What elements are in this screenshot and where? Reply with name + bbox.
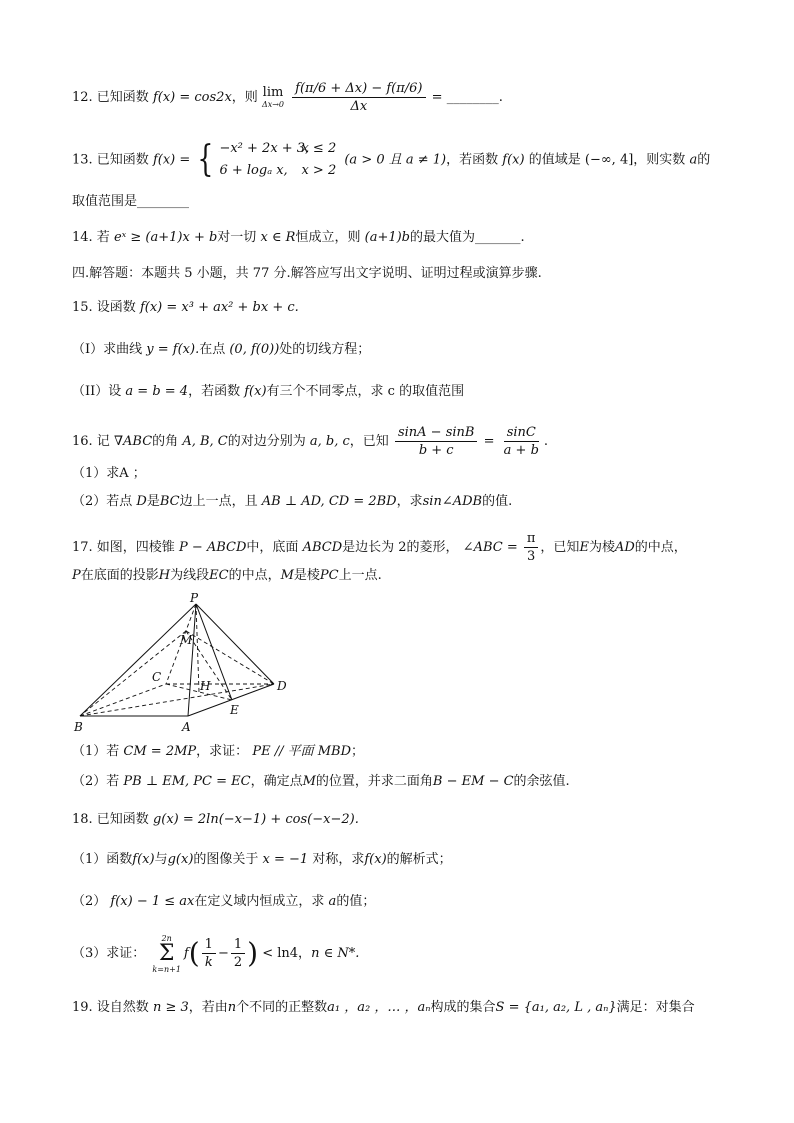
- label-d: D: [277, 679, 287, 693]
- left-paren-icon: (: [188, 936, 200, 970]
- q15-curve: y = f(x).: [146, 342, 200, 357]
- q17-fraction: [524, 530, 539, 565]
- q12-limit: [262, 86, 284, 109]
- q15-line: [72, 298, 734, 318]
- q17-p2-tail: 的余弦值.: [513, 774, 570, 789]
- q17-l2-h: H: [158, 568, 171, 583]
- q16-p2-mid2: 边上一点，且: [179, 494, 258, 509]
- q15-p1-tail: 处的切线方程；: [279, 342, 371, 357]
- sum-lower: k=n+1: [152, 964, 181, 974]
- q18-line: [72, 810, 734, 830]
- q14-expr: (a+1)b: [364, 230, 411, 245]
- q14-mid: 对一切: [217, 230, 257, 245]
- q17-l2-mid: 在底面的投影: [80, 568, 159, 583]
- case1-expr: −x² + 2x + 3,: [219, 141, 310, 156]
- q13-fx: f(x): [502, 152, 525, 168]
- q16-p2-lead: （2）若点: [72, 494, 133, 509]
- q13-line: [72, 138, 734, 182]
- q17-p1-lead: （1）若: [72, 744, 120, 759]
- label-m: M: [180, 633, 193, 647]
- q16-angles: A, B, C: [182, 434, 228, 449]
- q18-p2-tail: 的值；: [336, 894, 376, 909]
- q18-p2-a: a: [328, 894, 337, 909]
- q12-function: f(x) = cos2x: [152, 90, 232, 105]
- q17-mid: 中，底面: [246, 540, 299, 555]
- q15-lead: 15. 设函数: [72, 300, 136, 315]
- q18-p2-lead: （2）: [72, 894, 107, 909]
- q13-line2: [72, 192, 734, 212]
- q17-base: ABCD: [302, 540, 343, 555]
- q13-condition: (a > 0 且 a ≠ 1): [344, 152, 447, 168]
- q17-l2-p: P: [72, 568, 81, 583]
- edge-bc-dashed: [80, 684, 166, 716]
- q17-part1: [72, 742, 734, 762]
- q17-lead: 17. 如图，四棱锥: [72, 540, 175, 555]
- q17-line: [72, 530, 734, 565]
- q17-mid4: 为棱: [588, 540, 615, 555]
- q16-line: [72, 424, 734, 459]
- label-b: B: [74, 720, 83, 734]
- q18-num2: 1: [231, 936, 245, 954]
- q16-fraction-right: [501, 424, 542, 459]
- sum-upper: 2n: [161, 933, 172, 943]
- q12-fraction: [292, 80, 425, 115]
- q18-part3: [72, 932, 734, 976]
- q18-p2-inequality: f(x) − 1 ≤ ax: [110, 894, 195, 909]
- q12-line: [72, 80, 734, 115]
- label-h: H: [200, 679, 211, 693]
- q16-mid2: 的对边分别为: [227, 434, 306, 449]
- q18-p1-tail: 的解析式；: [386, 852, 452, 867]
- q16-target: sin∠ADB: [422, 494, 483, 509]
- segment-ph-dashed: [196, 604, 199, 692]
- q13-lead: 13. 已知函数: [72, 152, 149, 168]
- q17-p1-line: PE // 平面 MBD: [252, 744, 352, 759]
- q17-p2-m: M: [302, 774, 316, 789]
- edge-pd: [196, 604, 274, 684]
- q17-num: π: [524, 530, 539, 548]
- q18-p1-g: g(x): [167, 852, 194, 867]
- q16-equals: =: [483, 434, 495, 449]
- q15-p1-lead: （I）求曲线: [72, 342, 143, 357]
- q16-den2: a + b: [503, 443, 539, 458]
- q19-terms: a₁ ，a₂ ，… ，aₙ: [327, 1000, 431, 1015]
- q17-p2-mid2: 的位置，并求二面角: [315, 774, 433, 789]
- q18-p1-axis: x = −1: [262, 852, 309, 867]
- q16-sides: a, b, c: [309, 434, 350, 449]
- q12-period: .: [498, 90, 503, 105]
- q17-l2-ec: EC: [209, 568, 229, 583]
- q14-tail: 的最大值为: [410, 230, 476, 245]
- q18-p1-f: f(x): [132, 852, 155, 867]
- q16-point-d: D: [136, 494, 147, 509]
- q13-cases: [219, 138, 336, 182]
- q17-p2-mid: ，确定点: [250, 774, 303, 789]
- q16-part1: （1）求A ；: [72, 466, 146, 481]
- q18-lead: 18. 已知函数: [72, 812, 149, 827]
- q17-p1-cond: CM = 2MP: [123, 744, 197, 759]
- q17-mid2: 是边长为 2的菱形，: [342, 540, 459, 555]
- q14-line: [72, 228, 734, 248]
- q16-num1: sinA − sinB: [395, 424, 478, 442]
- label-c: C: [152, 670, 162, 684]
- q18-part2: [72, 892, 734, 912]
- q17-l2-tail: 上一点.: [338, 568, 382, 583]
- q14-domain: x ∈ R: [260, 230, 296, 245]
- q16-p2-tail: 的值.: [482, 494, 513, 509]
- lim-word: lim: [262, 85, 284, 100]
- q19-mid3: 构成的集合: [430, 1000, 496, 1015]
- q17-e: E: [579, 540, 589, 555]
- case2-expr: 6 + logₐ x,: [219, 163, 288, 178]
- q17-solid: P − ABCD: [178, 540, 247, 555]
- segment-ce-dashed: [166, 684, 232, 700]
- q13-function: f(x) =: [152, 152, 191, 168]
- q17-l2-m: M: [280, 568, 294, 583]
- q16-part2: [72, 492, 734, 512]
- label-a: A: [182, 720, 191, 734]
- q19-line: [72, 998, 734, 1018]
- sigma-icon: Σ: [158, 940, 175, 966]
- q18-summation: [152, 934, 181, 974]
- q15-p2-fx: f(x): [244, 384, 267, 399]
- q17-p2-angle: B − EM − C: [432, 774, 514, 789]
- q19-cond: n ≥ 3: [152, 1000, 189, 1015]
- q19-tail: 满足：对集合: [616, 1000, 695, 1015]
- q12-denominator: Δx: [350, 99, 368, 114]
- q18-frac2: [231, 936, 245, 971]
- label-e: E: [230, 703, 239, 717]
- q14-inequality: eˣ ≥ (a+1)x + b: [113, 230, 218, 245]
- q19-mid2: 个不同的正整数: [236, 1000, 328, 1015]
- q13-tail: ，则实数: [633, 152, 686, 168]
- q13-answer-blank: ________: [137, 194, 190, 209]
- q16-lead: 16. 记: [72, 434, 110, 449]
- case2-cond: x > 2: [301, 163, 337, 178]
- q17-p2-lead: （2）若: [72, 774, 120, 789]
- q15-p2-lead: （II）设: [72, 384, 122, 399]
- q18-nset: n ∈ N*.: [311, 946, 360, 961]
- q18-function: g(x) = 2ln(−x−1) + cos(−x−2).: [152, 812, 359, 827]
- q14-lead: 14. 若: [72, 230, 110, 245]
- q18-num1: 1: [202, 936, 216, 954]
- q16-triangle: ∇ABC: [113, 434, 153, 449]
- q17-ad: AD: [614, 540, 635, 555]
- right-paren-icon: ): [247, 936, 259, 970]
- q12-numerator: f(π/6 + Δx) − f(π/6): [292, 80, 425, 98]
- label-p: P: [190, 592, 199, 605]
- q18-den1: k: [204, 955, 213, 970]
- q14-period: .: [520, 230, 525, 245]
- q17-l2-mid2: 为线段: [170, 568, 210, 583]
- diag-bd-dashed: [80, 684, 274, 716]
- q13-mid: ，若函数: [446, 152, 499, 168]
- q16-period: .: [543, 434, 549, 449]
- q13-range: (−∞, 4]: [584, 152, 634, 168]
- q18-sep: ，: [298, 946, 312, 961]
- q16-mid3: ，已知: [349, 434, 389, 449]
- q13-de: 的: [697, 152, 711, 168]
- edge-pb: [80, 604, 196, 716]
- q16-den1: b + c: [418, 443, 454, 458]
- q15-function: f(x) = x³ + ax² + bx + c.: [139, 300, 299, 315]
- q19-n: n: [227, 1000, 237, 1015]
- lim-subscript: Δx→0: [261, 100, 285, 109]
- section-four-heading: 四.解答题：本题共 5 小题，共 77 分.解答应写出文字说明、证明过程或演算步骤.: [72, 266, 542, 281]
- q15-p2-cond: a = b = 4: [125, 384, 189, 399]
- q17-p2-cond: PB ⊥ EM, PC = EC: [123, 774, 251, 789]
- q18-den2: 2: [233, 955, 243, 970]
- q18-p1-f2: f(x): [364, 852, 387, 867]
- q15-p2-tail: 有三个不同零点，求 c 的取值范围: [266, 384, 465, 399]
- q17-tail: 的中点，: [634, 540, 687, 555]
- q16-bc: BC: [159, 494, 180, 509]
- pyramid-figure: [70, 592, 300, 738]
- q18-p1-lead: （1）函数: [72, 852, 133, 867]
- q19-lead: 19. 设自然数: [72, 1000, 149, 1015]
- q16-mid: 的角: [152, 434, 179, 449]
- q18-p1-mid: 与: [154, 852, 168, 867]
- q13-a: a: [689, 152, 698, 168]
- q18-frac1: [202, 936, 216, 971]
- q18-p1-mid2: 的图像关于: [193, 852, 259, 867]
- q17-den: 3: [527, 549, 536, 564]
- q12-answer-blank: ________: [446, 90, 499, 105]
- edge-pa: [188, 604, 196, 716]
- q18-p2-mid: 在定义域内恒成立，求: [194, 894, 325, 909]
- q13-range-prompt: 取值范围是: [72, 194, 138, 209]
- q12-then: ，则: [231, 90, 258, 105]
- q18-rhs: < ln4: [262, 946, 299, 961]
- q17-p1-end: ；: [351, 744, 365, 759]
- q18-p1-mid3: 对称，求: [312, 852, 365, 867]
- q17-l2-mid4: 是棱: [293, 568, 320, 583]
- q12-lead: 12. 已知函数: [72, 90, 149, 105]
- q16-p2-mid3: ，求: [396, 494, 423, 509]
- q17-l2-mid3: 的中点，: [228, 568, 281, 583]
- q13-range-text: 的值域是: [528, 152, 581, 168]
- case1-cond: x ≤ 2: [301, 141, 337, 156]
- q18-f: f: [183, 946, 189, 961]
- q16-p2-mid: 是: [146, 494, 160, 509]
- q18-minus: −: [217, 946, 229, 961]
- left-brace-icon: {: [197, 139, 214, 180]
- q16-fraction-left: [395, 424, 478, 459]
- q15-part2: [72, 382, 734, 402]
- q17-part2: [72, 772, 734, 792]
- q14-mid2: 恒成立，则: [295, 230, 361, 245]
- q17-angle: ∠ABC =: [462, 540, 518, 555]
- q17-mid3: ，已知: [540, 540, 580, 555]
- q17-p1-mid: ，求证：: [196, 744, 249, 759]
- q16-p2-cond: AB ⊥ AD, CD = 2BD: [261, 494, 397, 509]
- q15-point: (0, f(0)): [229, 342, 280, 357]
- q15-p2-mid: ，若函数: [188, 384, 241, 399]
- q15-p1-mid: 在点: [199, 342, 226, 357]
- q17-l2-pc: PC: [319, 568, 339, 583]
- q19-set: S = {a₁, a₂, L , aₙ}: [495, 1000, 617, 1015]
- q14-answer-blank: _______: [475, 230, 521, 245]
- q18-part1: [72, 850, 734, 870]
- q17-line2: [72, 566, 734, 586]
- q12-equals: =: [431, 90, 443, 105]
- q16-num2: sinC: [504, 424, 539, 442]
- q15-part1: [72, 340, 734, 360]
- q18-p3-lead: （3）求证：: [72, 946, 146, 961]
- segment-mb-dashed: [80, 631, 186, 716]
- q19-mid: ，若由: [188, 1000, 228, 1015]
